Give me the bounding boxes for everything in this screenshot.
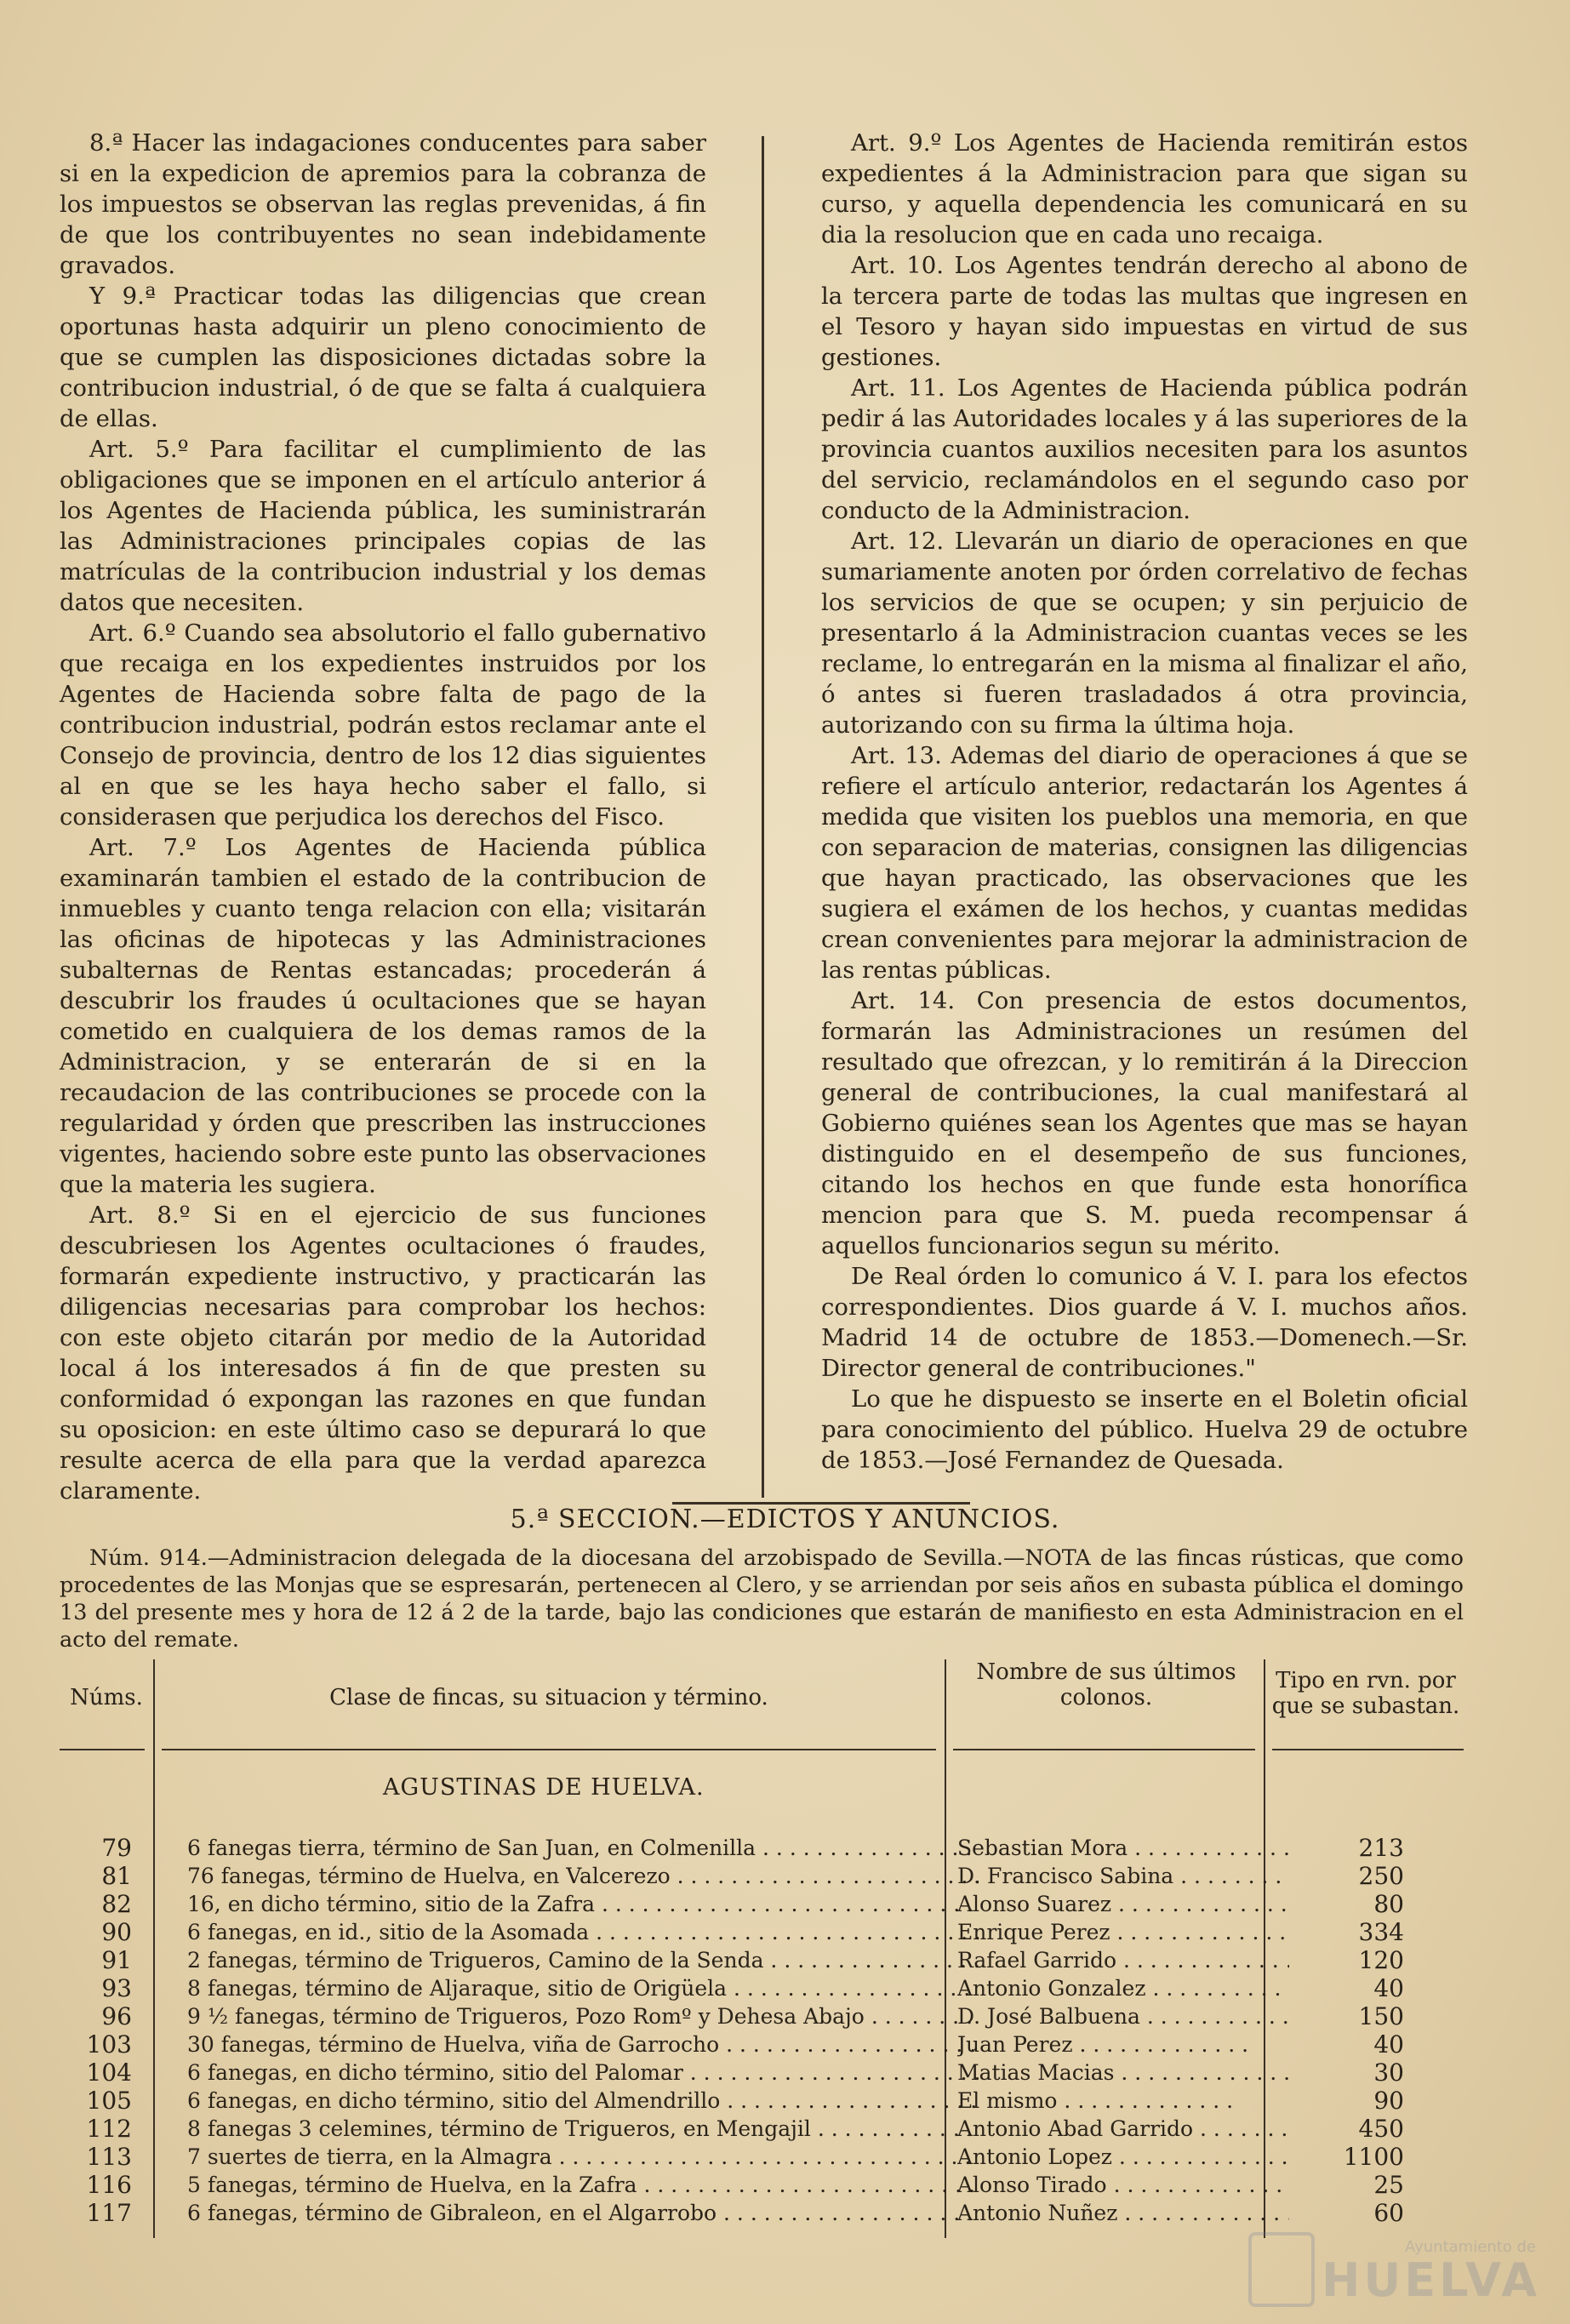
property-table — [60, 1659, 1464, 2247]
paragraph: Art. 5.º Para facilitar el cumplimiento de las obligaciones que se imponen en el artículo anterior á los Agentes de Hacienda pública, les suministrarán las Administraciones principales copias de las matrículas de la contribucion industrial y los demas datos que necesiten. — [60, 436, 706, 616]
cell-num: 82 — [101, 1890, 132, 1918]
cell-num: 105 — [86, 2087, 132, 2115]
paragraph: Art. 9.º Los Agentes de Hacienda remitirán estos expedientes á la Administracion para que sigan su curso, y aquella dependencia les comunicará en su dia la resolucion que en cada uno recaiga. — [821, 129, 1468, 248]
watermark-logo: HUELVA — [1322, 2253, 1540, 2307]
cell-colono: Matias Macias . . . — [957, 2058, 1289, 2087]
cell-tipo: 450 — [1358, 2115, 1404, 2143]
paragraph: De Real órden lo comunico á V. I. para los efectos correspondientes. Dios guarde á V. I. muchos años. Madrid 14 de octubre de 1853.—Domenech.—Sr. Director general de contribuciones." — [821, 1263, 1468, 1382]
cell-tipo: 334 — [1358, 1918, 1404, 1946]
paragraph: Y 9.ª Practicar todas las diligencias que crean oportunas hasta adquirir un pleno conocimiento de que se cumplen las disposiciones dictadas sobre la contribucion industrial, ó de que se falta á cualquiera de ellas. — [60, 283, 706, 432]
table-row — [60, 1918, 1464, 1946]
cell-num: 91 — [101, 1946, 132, 1974]
paragraph: Art. 10. Los Agentes tendrán derecho al abono de la tercera parte de todas las multas que ingresen en el Tesoro y hayan sido impuestas en virtud de sus gestiones. — [821, 252, 1468, 371]
cell-tipo: 213 — [1358, 1834, 1404, 1862]
cell-desc: 6 fanegas, término de Gibraleon, en el Algarrobo . . . — [187, 2199, 979, 2227]
notice-paragraph: Núm. 914.—Administracion delegada de la diocesana del arzobispado de Sevilla.—NOTA de las fincas rústicas, que como procedentes de las Monjas que se espresarán, pertenecen al Clero, y se arriendan por seis años en subasta pública el domingo 13 del presente mes y hora de 12 á 2 de la tarde, bajo las condiciones que estarán de manifiesto en esta Administracion en el acto del remate. — [60, 1545, 1464, 1653]
cell-colono: Alonso Suarez . . . — [957, 1890, 1289, 1918]
cell-num: 117 — [86, 2199, 132, 2227]
cell-colono: Antonio Gonzalez . . . — [957, 1974, 1289, 2002]
table-row — [60, 1974, 1464, 2002]
table-row — [60, 2058, 1464, 2087]
cell-desc: 2 fanegas, término de Trigueros, Camino de la Senda . . . — [187, 1946, 979, 1974]
cell-tipo: 120 — [1358, 1946, 1404, 1974]
table-row — [60, 2030, 1464, 2058]
cell-num: 103 — [86, 2030, 132, 2058]
watermark-caption: Ayuntamiento de — [1405, 2238, 1536, 2256]
cell-desc: 30 fanegas, término de Huelva, viña de Garrocho . . . — [187, 2030, 979, 2058]
cell-desc: 7 suertes de tierra, en la Almagra . . . — [187, 2143, 979, 2171]
cell-colono: D. José Balbuena . . . — [957, 2002, 1289, 2030]
cell-tipo: 250 — [1358, 1862, 1404, 1890]
cell-desc: 6 fanegas, en dicho término, sitio del Palomar . . . — [187, 2058, 979, 2087]
table-row — [60, 2115, 1464, 2143]
cell-num: 81 — [101, 1862, 132, 1890]
cell-tipo: 80 — [1373, 1890, 1404, 1918]
cell-num: 90 — [101, 1918, 132, 1946]
notice-text — [60, 1545, 1464, 1653]
cell-desc: 5 fanegas, término de Huelva, en la Zafra . . . — [187, 2171, 979, 2199]
cell-colono: Alonso Tirado . . . — [957, 2171, 1289, 2199]
cell-tipo: 25 — [1373, 2171, 1404, 2199]
cell-num: 113 — [86, 2143, 132, 2171]
cell-desc: 76 fanegas, término de Huelva, en Valcerezo . . . — [187, 1862, 979, 1890]
paragraph: Art. 7.º Los Agentes de Hacienda pública examinarán tambien el estado de la contribucion de inmuebles y cuanto tenga relacion con ella; visitarán las oficinas de hipotecas y las Administraciones subalternas de Rentas estancadas; procederán á descubrir los fraudes ú ocultaciones que se hayan cometido en cualquiera de los demas ramos de la Administracion, y se enterarán de si en la recaudacion de las contribuciones se procede con la regularidad y órden que prescriben las instrucciones vigentes, haciendo sobre este punto las observaciones que la materia les sugiera. — [60, 834, 706, 1198]
cell-colono: Sebastian Mora . . . — [957, 1834, 1289, 1862]
cell-tipo: 1100 — [1343, 2143, 1404, 2171]
cell-tipo: 150 — [1358, 2002, 1404, 2030]
table-row — [60, 2002, 1464, 2030]
cell-colono: El mismo . . . — [957, 2087, 1289, 2115]
cell-desc: 8 fanegas, término de Aljaraque, sitio de Origüela . . . — [187, 1974, 979, 2002]
cell-num: 104 — [86, 2058, 132, 2087]
cell-desc: 9 ½ fanegas, término de Trigueros, Pozo Romº y Dehesa Abajo . . . — [187, 2002, 979, 2030]
paragraph: Art. 14. Con presencia de estos documentos, formarán las Administraciones un resúmen del resultado que ofrezcan, y lo remitirán á la Direccion general de contribuciones, la cual manifestará al Gobierno quiénes sean los Agentes que mas se hayan distinguido en el desempeño de sus funciones, citando los hechos en que funde esta honorífica mencion para que S. M. pueda recompensar á aquellos funcionarios segun su mérito. — [821, 987, 1468, 1259]
paragraph: Art. 8.º Si en el ejercicio de sus funciones descubriesen los Agentes ocultaciones ó fraudes, formarán expediente instructivo, y practicarán las diligencias necesarias para comprobar los hechos: con este objeto citarán por medio de la Autoridad local á los interesados á fin de que presten su conformidad ó expongan las razones en que fundan su oposicion: en este último caso se depurará lo que resulte acerca de ella para que la verdad aparezca claramente. — [60, 1202, 706, 1505]
cell-desc: 6 fanegas, en id., sitio de la Asomada . . . — [187, 1918, 979, 1946]
cell-tipo: 30 — [1373, 2058, 1404, 2087]
table-row — [60, 2143, 1464, 2171]
cell-colono: Antonio Lopez . . . — [957, 2143, 1289, 2171]
paragraph: Lo que he dispuesto se inserte en el Boletin oficial para conocimiento del público. Huelva 29 de octubre de 1853.—José Fernandez de Quesada. — [821, 1385, 1468, 1474]
paragraph: Art. 13. Ademas del diario de operaciones á que se refiere el artículo anterior, redactarán los Agentes á medida que visiten los pueblos una memoria, en que con separacion de materias, consignen las diligencias que hayan practicado, las observaciones que les sugiera el exámen de los hechos, y cuantas medidas crean convenientes para mejorar la administracion de las rentas públicas. — [821, 742, 1468, 984]
cell-tipo: 60 — [1373, 2199, 1404, 2227]
header-colonos: Nombre de sus últimos colonos. — [976, 1659, 1236, 1710]
paragraph: 8.ª Hacer las indagaciones conducentes para saber si en la expedicion de apremios para la cobranza de los impuestos se observan las reglas prevenidas, á fin de que los contribuyentes no sean indebidamente gravados. — [60, 129, 706, 279]
table-row — [60, 1862, 1464, 1890]
group-heading: AGUSTINAS DE HUELVA. — [383, 1774, 705, 1801]
header-num: Núms. — [70, 1685, 143, 1710]
cell-num: 93 — [101, 1974, 132, 2002]
header-desc: Clase de fincas, su situacion y término. — [329, 1685, 768, 1710]
cell-num: 96 — [101, 2002, 132, 2030]
right-column — [821, 128, 1468, 1476]
cell-tipo: 40 — [1373, 2030, 1404, 2058]
cell-desc: 6 fanegas tierra, término de San Juan, en Colmenilla . . . — [187, 1834, 979, 1862]
paragraph: Art. 12. Llevarán un diario de operaciones en que sumariamente anoten por órden correlativo de fechas los servicios de que se ocupen; y sin perjuicio de presentarlo á la Administracion cuantas veces se les reclame, lo entregarán en la misma al finalizar el año, ó antes si fueren trasladados á otra provincia, autorizando con su firma la última hoja. — [821, 528, 1468, 739]
table-row — [60, 2171, 1464, 2199]
table-row — [60, 1946, 1464, 1974]
cell-num: 116 — [86, 2171, 132, 2199]
cell-colono: Rafael Garrido . . . — [957, 1946, 1289, 1974]
cell-colono: D. Francisco Sabina . . . — [957, 1862, 1289, 1890]
table-rule — [1272, 1749, 1464, 1750]
left-column — [60, 128, 706, 1506]
paragraph: Art. 6.º Cuando sea absolutorio el fallo gubernativo que recaiga en los expedientes instruidos por los Agentes de Hacienda sobre falta de pago de la contribucion industrial, podrán estos reclamar ante el Consejo de provincia, dentro de los 12 dias siguientes al en que se les haya hecho saber el fallo, si considerasen que perjudica los derechos del Fisco. — [60, 620, 706, 831]
table-row — [60, 1834, 1464, 1862]
cell-tipo: 40 — [1373, 1974, 1404, 2002]
cell-colono: Antonio Nuñez . . . — [957, 2199, 1289, 2227]
table-row — [60, 2087, 1464, 2115]
cell-colono: Enrique Perez . . . — [957, 1918, 1289, 1946]
cell-num: 79 — [101, 1834, 132, 1862]
cell-tipo: 90 — [1373, 2087, 1404, 2115]
cell-colono: Juan Perez . . . — [957, 2030, 1289, 2058]
table-rule — [953, 1749, 1255, 1750]
column-divider — [762, 136, 764, 1498]
watermark-seal-icon — [1248, 2232, 1315, 2307]
paragraph: Art. 11. Los Agentes de Hacienda pública podrán pedir á las Autoridades locales y á las superiores de la provincia cuantos auxilios necesiten para los asuntos del servicio, reclamándolos en el segundo caso por conducto de la Administracion. — [821, 374, 1469, 524]
table-rule — [60, 1749, 145, 1750]
cell-desc: 6 fanegas, en dicho término, sitio del Almendrillo . . . — [187, 2087, 979, 2115]
cell-desc: 8 fanegas 3 celemines, término de Trigueros, en Mengajil . . . — [187, 2115, 979, 2143]
cell-num: 112 — [86, 2115, 132, 2143]
table-rule — [162, 1749, 936, 1750]
cell-desc: 16, en dicho término, sitio de la Zafra . . . — [187, 1890, 979, 1918]
header-tipo: Tipo en rvn. por que se subastan. — [1271, 1668, 1460, 1719]
table-row — [60, 2199, 1464, 2227]
table-row — [60, 1890, 1464, 1918]
section-title: 5.ª SECCION.—EDICTOS Y ANUNCIOS. — [510, 1505, 1060, 1534]
cell-colono: Antonio Abad Garrido . . . — [957, 2115, 1289, 2143]
